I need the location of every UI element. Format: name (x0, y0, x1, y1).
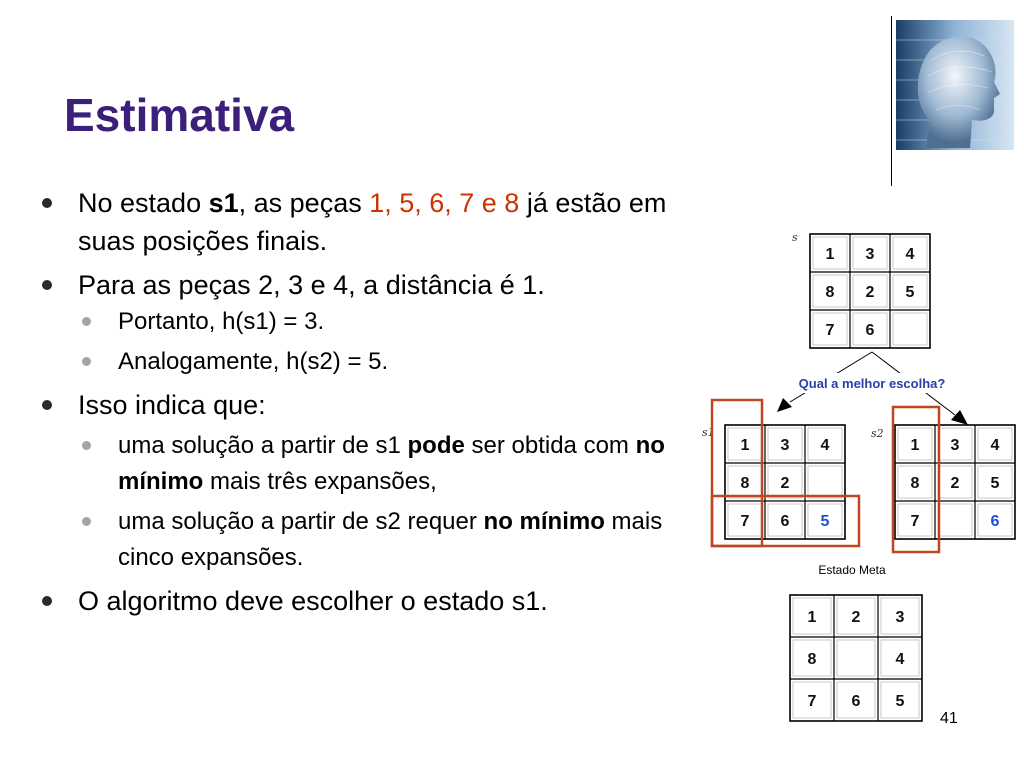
label-s2: s2 (871, 427, 884, 440)
tile-4: 4 (990, 437, 1000, 454)
tile-6: 6 (780, 513, 790, 530)
tile-5: 5 (895, 693, 905, 710)
tile-5: 5 (820, 513, 830, 530)
goal-label: Estado Meta (818, 563, 886, 577)
bullet-conclusion: O algoritmo deve escolher o estado s1. (40, 582, 710, 620)
grid-goal-state (790, 595, 922, 721)
head-image (896, 20, 1014, 150)
subbullet-s2-solution: uma solução a partir de s2 requer no mínimo mais cinco expansões. (40, 504, 678, 576)
page-number: 41 (940, 710, 958, 727)
arrow-head-right (951, 410, 968, 425)
bullet-indicates: Isso indica que: (40, 386, 710, 424)
tile-8: 8 (910, 475, 920, 492)
slide-title: Estimativa (64, 89, 295, 141)
question-label: Qual a melhor escolha? (798, 376, 946, 391)
tile-4: 4 (905, 246, 915, 263)
tile-3: 3 (950, 437, 960, 454)
tile-3: 3 (865, 246, 875, 263)
bullet-distance: Para as peças 2, 3 e 4, a distância é 1. (40, 266, 710, 304)
tile-6: 6 (851, 693, 861, 710)
subbullet-h-s2: Analogamente, h(s2) = 5. (40, 344, 710, 380)
grid-state-s1 (725, 425, 845, 539)
tile-1: 1 (910, 437, 920, 454)
tile-2: 2 (851, 609, 861, 626)
tile-1: 1 (807, 609, 817, 626)
bullet-s1-pieces: No estado s1, as peças 1, 5, 6, 7 e 8 já estão em suas posições finais. (40, 184, 710, 260)
tile-7: 7 (825, 322, 835, 339)
subbullet-s1-solution: uma solução a partir de s1 pode ser obtida com no mínimo mais três expansões, (40, 428, 678, 500)
label-s: s (792, 231, 798, 244)
tile-7: 7 (910, 513, 920, 530)
subbullet-h-s1: Portanto, h(s1) = 3. (40, 304, 710, 340)
tile-5: 5 (905, 284, 915, 301)
bullet-list (40, 184, 710, 620)
grid-state-s (810, 234, 930, 348)
tile-5: 5 (990, 475, 1000, 492)
tile-1: 1 (740, 437, 750, 454)
arrow-head-left (777, 398, 792, 412)
tile-6: 6 (865, 322, 875, 339)
tile-3: 3 (780, 437, 790, 454)
tile-8: 8 (740, 475, 750, 492)
tile-7: 7 (740, 513, 750, 530)
tile-1: 1 (825, 246, 835, 263)
tile-4: 4 (820, 437, 830, 454)
divider-line (891, 16, 892, 186)
tile-2: 2 (950, 475, 960, 492)
tile-6: 6 (990, 513, 1000, 530)
grid-state-s2 (895, 425, 1015, 539)
tile-4: 4 (895, 651, 905, 668)
tile-2: 2 (865, 284, 875, 301)
tile-3: 3 (895, 609, 905, 626)
tile-7: 7 (807, 693, 817, 710)
tile-8: 8 (807, 651, 817, 668)
tile-2: 2 (780, 475, 790, 492)
tile-8: 8 (825, 284, 835, 301)
puzzle-diagram (700, 225, 1000, 730)
label-s1: s1 (702, 426, 715, 439)
